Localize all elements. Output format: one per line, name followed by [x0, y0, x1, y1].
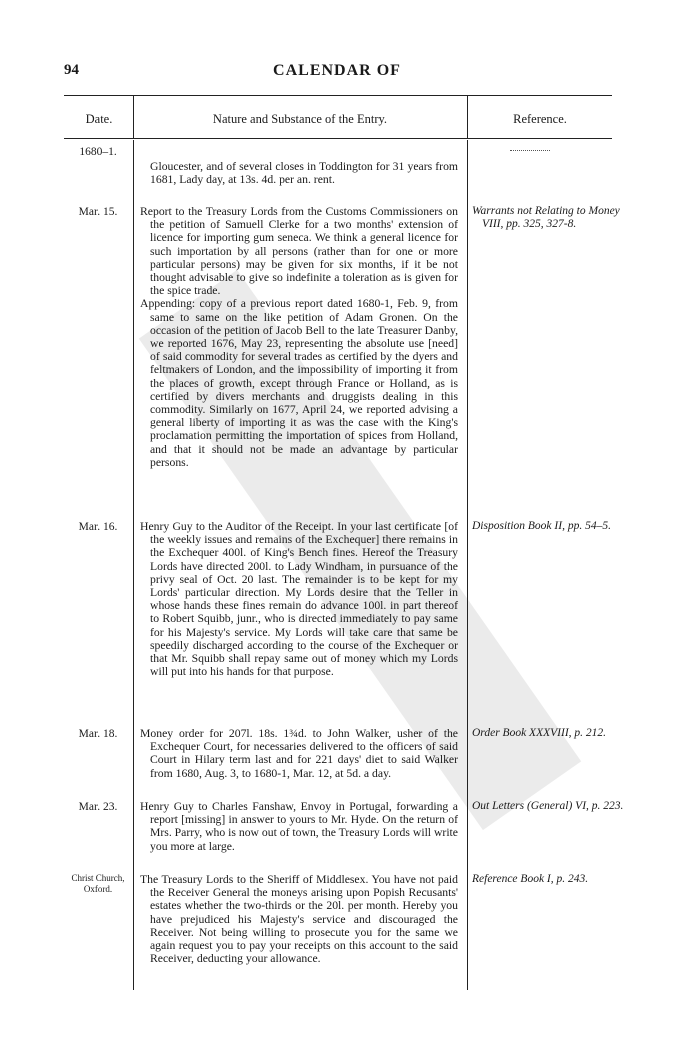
col-head-reference: Reference.	[513, 112, 567, 126]
running-head: CALENDAR OF	[273, 62, 401, 79]
entry-text	[140, 520, 458, 678]
entry-reference	[472, 873, 624, 886]
table-header-rule	[64, 138, 612, 139]
entry-date: Mar. 18.	[78, 728, 118, 740]
reference-text: Out Letters (General) VI, p. 223.	[472, 800, 624, 812]
entry-text	[140, 800, 458, 853]
reference-text: Warrants not Relating to Money VIII, pp. 325, 327-8.	[472, 205, 620, 231]
entry-text	[140, 873, 458, 965]
entry-text	[140, 727, 458, 780]
entry-paragraph: The Treasury Lords to the Sheriff of Middlesex. You have not paid the Receiver General the moneys arising upon Popish Recusants' estates whether the two-thirds or the 20l. per month. Hereby you have prejudiced his Majesty's service and discouraged the Receiver. Not being willing to prosecute you for the same we again request you to pay your receipts on this account to the said Receiver, deducting your allowance.	[140, 873, 458, 966]
entry-paragraph: Money order for 207l. 18s. 1¾d. to John Walker, usher of the Exchequer Court, for necessaries delivered to the officers of said Court in Hilary term last and for 221 days' diet to said Walker from 1680, Aug. 3, to 1680-1, Mar. 12, at 5d. a day.	[140, 727, 458, 780]
entry-date: 1680–1.	[79, 146, 117, 158]
col-divider-1	[133, 140, 134, 990]
entry-paragraph: Gloucester, and of several closes in Toddington for 31 years from 1681, Lady day, at 13s. 4d. per an. rent.	[150, 160, 458, 187]
entry-paragraph: Report to the Treasury Lords from the Customs Commissioners on the petition of Samuell Clerke for a two months' extension of licence for importing gum seneca. We think a general licence for such importation by all persons (rather than for one or more particular persons) may be given for six months, if it be not thought advisable to give so indefinite a toleration as is given for the spice trade.	[140, 205, 458, 298]
dotted-mark	[510, 150, 550, 151]
entry-paragraph: Henry Guy to the Auditor of the Receipt. In your last certificate [of the weekly issues and remains of the Exchequer] there remains in the Exchequer 400l. of King's Bench fines. Hereof the Treasury Lords have directed 200l. to Lady Windham, in pursuance of the privy seal of Oct. 20 last. The remainder is to be kept for my Lords' particular direction. My Lords desire that the Teller in whose hands these fines remain do advance 100l. in part thereof to Robert Squibb, junr., who is directed immediately to pay same for his Majesty's service. My Lords will take care that same be speedily discharged according to the course of the Exchequer or that Mr. Squibb shall repay same out of money which my Lords will put into his hands for that purpose.	[140, 520, 458, 679]
entry-paragraph: Henry Guy to Charles Fanshaw, Envoy in Portugal, forwarding a report [missing] in answer to yours to Mr. Hyde. On the return of Mrs. Parry, who is now out of town, the Treasury Lords will write you more at large.	[140, 800, 458, 853]
entry-reference	[472, 520, 624, 533]
table-top-rule	[64, 95, 612, 96]
col-head-date: Date.	[85, 112, 113, 126]
entry-date: Mar. 23.	[78, 801, 118, 813]
col-divider-2	[467, 140, 468, 990]
reference-text: Order Book XXXVIII, p. 212.	[472, 727, 607, 739]
entry-paragraph: Appending: copy of a previous report dated 1680-1, Feb. 9, from same to same on the like petition of Adam Gronen. On the occasion of the petition of Jacob Bell to the late Treasurer Danby, we reported 1676, May 23, representing the absolute use [need] of said commodity for several trades as certified by the dyers and feltmakers of London, and the impossibility of importing it from the places of growth, except through France or Holland, as is certified by divers merchants and druggists dealing in this commodity. Similarly on 1677, April 24, we reported advising a general liberty of importing it as was the case with the King's proclamation permitting the importation of spices from Holland, and that it should not be made an advantage by particular persons.	[140, 297, 458, 469]
entry-date: Christ Church, Oxford.	[71, 873, 125, 894]
entry-reference	[472, 800, 624, 813]
reference-text: Reference Book I, p. 243.	[472, 873, 589, 885]
entry-reference	[472, 205, 624, 231]
entry-date: Mar. 16.	[78, 521, 118, 533]
entry-reference	[472, 727, 624, 740]
page-number: 94	[64, 62, 79, 78]
col-head-nature: Nature and Substance of the Entry.	[212, 112, 388, 126]
reference-text: Disposition Book II, pp. 54–5.	[472, 520, 611, 532]
entry-text	[140, 205, 458, 469]
entry-text	[140, 160, 458, 186]
entry-date: Mar. 15.	[78, 206, 118, 218]
